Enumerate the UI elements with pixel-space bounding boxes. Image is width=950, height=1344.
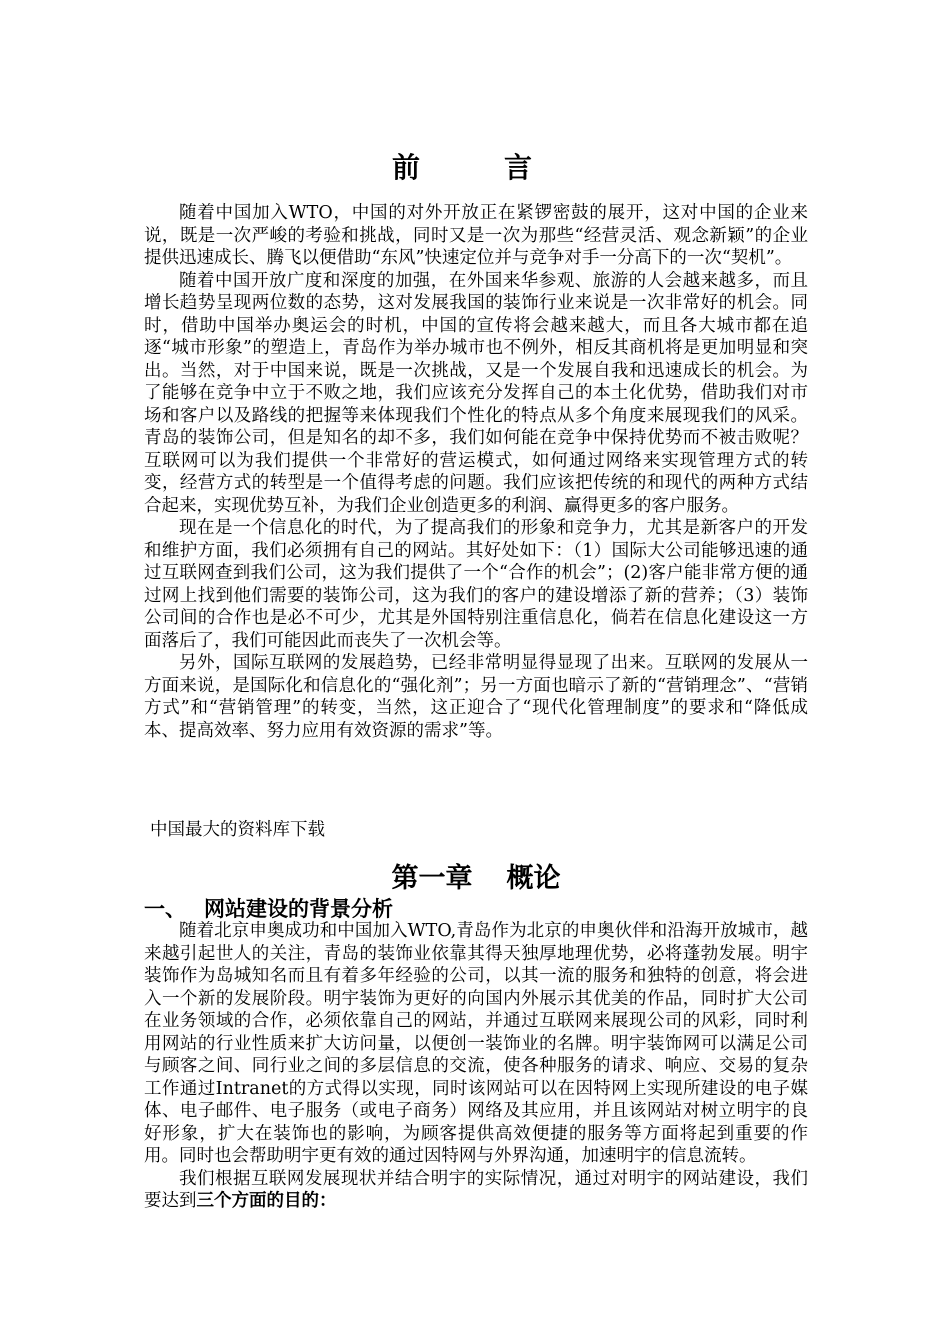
section-heading (144, 895, 393, 923)
preface-body (144, 202, 808, 742)
preface-paragraph-4: 另外，国际互联网的发展趋势，已经非常明显得显现了出来。互联网的发展从一方面来说，是国际化和信息化的“强化剂”；另一方面也暗示了新的“营销理念”、“营销方式”和“营销管理”的转变，当然，这正迎合了“现代化管理制度”的要求和“降低成本、提高效率、努力应用有效资源的需求”等。 (144, 653, 808, 741)
chapter-paragraph-2-text: 我们根据互联网发展现状并结合明宇的实际情况，通过对明宇的网站建设，我们要达到 (144, 1168, 808, 1211)
chapter-paragraph-2-emphasis: 三个方面的目的： (196, 1191, 337, 1211)
section-title: 网站建设的背景分析 (204, 896, 393, 921)
chapter-name: 概论 (506, 863, 561, 894)
download-note: 中国最大的资料库下载 (150, 820, 325, 840)
preface-paragraph-1: 随着中国加入WTO，中国的对外开放正在紧锣密鼓的展开，这对中国的企业来说，既是一次严峻的考验和挑战，同时又是一次为那些“经营灵活、观念新颖”的企业提供迅速成长、腾飞以便借助“东风”快速定位并与竞争对手一分高下的一次“契机”。 (144, 203, 808, 268)
chapter-number: 第一章 (391, 863, 473, 894)
preface-paragraph-3: 现在是一个信息化的时代，为了提高我们的形象和竞争力，尤其是新客户的开发和维护方面，我们必须拥有自己的网站。其好处如下：（1）国际大公司能够迅速的通过互联网查到我们公司，这为我们提供了一个“合作的机会”；(2)客户能非常方便的通过网上找到他们需要的装饰公司，这为我们的客户的建设增添了新的营养；（3）装饰公司间的合作也是必不可少，尤其是外国特别注重信息化，倘若在信息化建设这一方面落后了，我们可能因此而丧失了一次机会等。 (144, 518, 808, 651)
section-number: 一、 (144, 896, 186, 921)
chapter-title (144, 862, 808, 896)
preface-title: 前 言 (391, 151, 560, 184)
chapter-body (144, 920, 808, 1213)
chapter-paragraph-1: 随着北京申奥成功和中国加入WTO,青岛作为北京的申奥伙伴和沿海开放城市，越来越引起世人的关注，青岛的装饰业依靠其得天独厚地理优势，必将蓬勃发展。明宇装饰作为岛城知名而且有着多年经验的公司，以其一流的服务和独特的创意，将会进入一个新的发展阶段。明宇装饰为更好的向国内外展示其优美的作品，同时扩大公司在业务领域的合作，必须依靠自己的网站，并通过互联网来展现公司的风彩，同时利用网站的行业性质来扩大访问量，以便创一装饰业的名牌。明宇装饰网可以满足公司与顾客之间、同行业之间的多层信息的交流，使各种服务的请求、响应、交易的复杂工作通过Intranet的方式得以实现，同时该网站可以在因特网上实现所建设的电子媒体、电子邮件、电子服务（或电子商务）网络及其应用，并且该网站对树立明宇的良好形象，扩大在装饰也的影响，为顾客提供高效便捷的服务等方面将起到重要的作用。同时也会帮助明宇更有效的通过因特网与外界沟通，加速明宇的信息流转。 (144, 921, 808, 1166)
preface-paragraph-2: 随着中国开放广度和深度的加强，在外国来华参观、旅游的人会越来越多，而且增长趋势呈现两位数的态势，这对发展我国的装饰行业来说是一次非常好的机会。同时，借助中国举办奥运会的时机，中国的宣传将会越来越大，而且各大城市都在追逐“城市形象”的塑造上，青岛作为举办城市也不例外，相反其商机将是更加明显和突出。当然，对于中国来说，既是一次挑战，又是一个发展自我和迅速成长的机会。为了能够在竞争中立于不败之地，我们应该充分发挥自己的本土化优势，借助我们对市场和客户以及路线的把握等来体现我们个性化的特点从多个角度来展现我们的风采。青岛的装饰公司，但是知名的却不多，我们如何能在竞争中保持优势而不被击败呢？互联网可以为我们提供一个非常好的营运模式，如何通过网络来实现管理方式的转变，经营方式的转型是一个值得考虑的问题。我们应该把传统的和现代的两种方式结合起来，实现优势互补，为我们企业创造更多的利润、赢得更多的客户服务。 (144, 270, 808, 516)
chapter-paragraph-2 (144, 1168, 808, 1213)
